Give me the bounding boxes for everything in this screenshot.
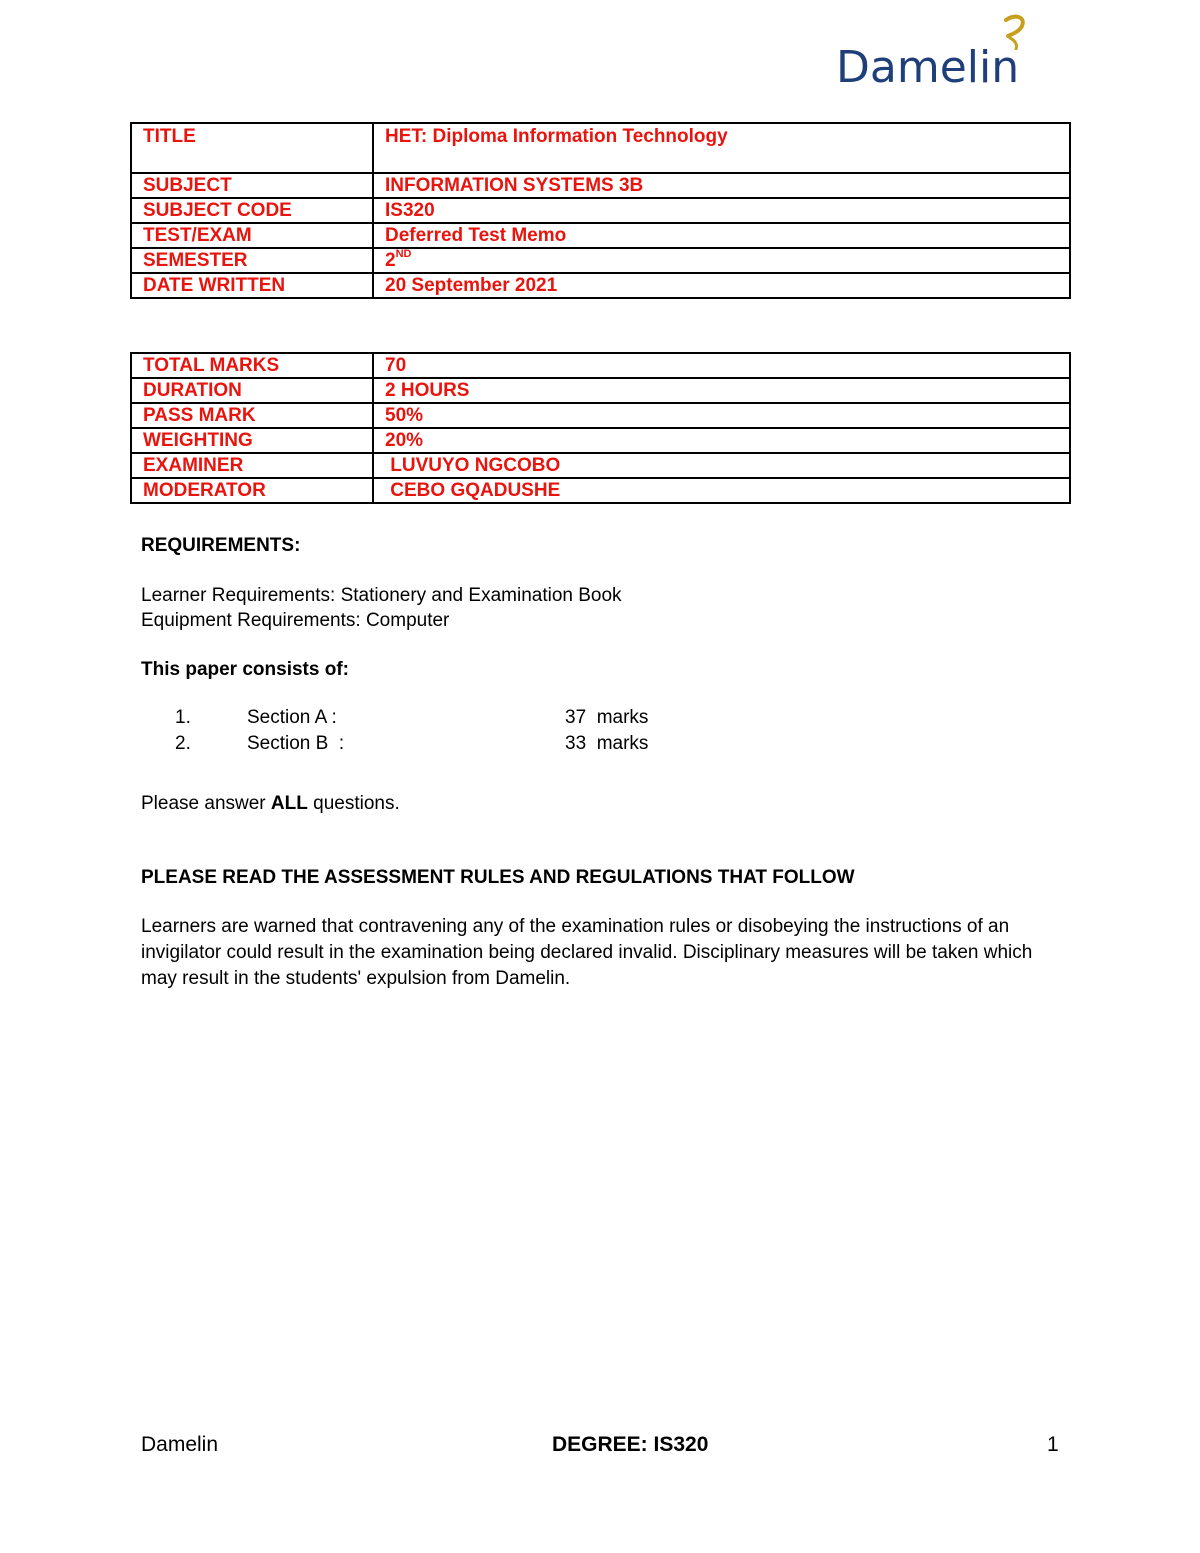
field-label: EXAMINER	[131, 453, 373, 478]
field-value: 70	[373, 353, 1070, 378]
table-row	[131, 378, 1070, 403]
field-value	[373, 248, 1070, 273]
answer-suffix: questions.	[307, 793, 400, 814]
table-row	[131, 273, 1070, 298]
field-label: TOTAL MARKS	[131, 353, 373, 378]
field-value: HET: Diploma Information Technology	[373, 123, 1070, 173]
field-value: INFORMATION SYSTEMS 3B	[373, 173, 1070, 198]
field-label: SUBJECT CODE	[131, 198, 373, 223]
answer-instruction	[141, 793, 400, 815]
damelin-logo	[836, 14, 1066, 93]
field-value: 2 HOURS	[373, 378, 1070, 403]
answer-emphasis: ALL	[270, 793, 308, 814]
field-label: DURATION	[131, 378, 373, 403]
section-marks: 37 marks	[565, 707, 649, 728]
logo-text: Damelin	[836, 42, 1020, 93]
rules-text: Learners are warned that contravening any of the examination rules or disobeying the instructions of an invigilator could result in the examination being declared invalid. Disciplinary measures will be taken which may result in the students' expulsion from Damelin.	[141, 916, 1033, 989]
table-row	[131, 223, 1070, 248]
field-value: Deferred Test Memo	[373, 223, 1070, 248]
field-label: TEST/EXAM	[131, 223, 373, 248]
requirements-heading: REQUIREMENTS:	[141, 535, 301, 556]
section-number: 2.	[175, 733, 191, 754]
table-row	[131, 403, 1070, 428]
field-label: DATE WRITTEN	[131, 273, 373, 298]
section-name: Section B :	[247, 733, 345, 754]
paper-heading: This paper consists of:	[141, 659, 349, 680]
semester-number: 2	[385, 250, 396, 271]
table-row	[131, 248, 1070, 273]
section-marks: 33 marks	[565, 733, 649, 754]
field-label: MODERATOR	[131, 478, 373, 503]
field-value: 20 September 2021	[373, 273, 1070, 298]
field-label: WEIGHTING	[131, 428, 373, 453]
footer-center: DEGREE: IS320	[552, 1433, 709, 1456]
table-row	[131, 428, 1070, 453]
semester-suffix: ND	[395, 248, 412, 260]
equipment-requirements: Equipment Requirements: Computer	[141, 610, 450, 631]
exam-info-table	[130, 122, 1071, 299]
field-value: LUVUYO NGCOBO	[373, 453, 1070, 478]
field-value: CEBO GQADUSHE	[373, 478, 1070, 503]
field-label: SUBJECT	[131, 173, 373, 198]
table-row	[131, 198, 1070, 223]
table-row	[131, 353, 1070, 378]
section-name: Section A :	[247, 707, 337, 728]
footer-left: Damelin	[141, 1433, 219, 1456]
answer-prefix: Please answer	[141, 793, 271, 814]
marks-info-table	[130, 352, 1071, 504]
field-label: PASS MARK	[131, 403, 373, 428]
learner-requirements: Learner Requirements: Stationery and Examination Book	[141, 585, 622, 606]
field-value: IS320	[373, 198, 1070, 223]
field-value: 20%	[373, 428, 1070, 453]
section-number: 1.	[175, 707, 191, 728]
table-row	[131, 173, 1070, 198]
page-number: 1	[1047, 1433, 1059, 1456]
field-label: SEMESTER	[131, 248, 373, 273]
table-row	[131, 453, 1070, 478]
table-row	[131, 123, 1070, 173]
field-label: TITLE	[131, 123, 373, 173]
field-value: 50%	[373, 403, 1070, 428]
rules-heading: PLEASE READ THE ASSESSMENT RULES AND REGULATIONS THAT FOLLOW	[141, 867, 855, 888]
table-row	[131, 478, 1070, 503]
